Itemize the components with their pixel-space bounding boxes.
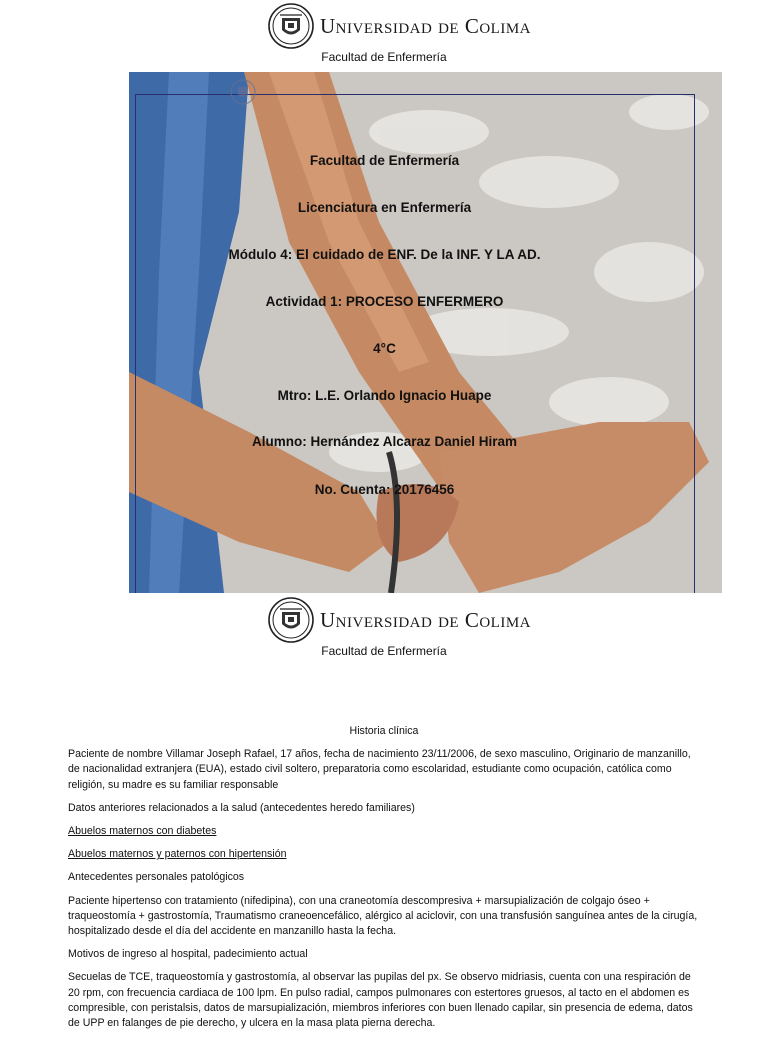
- cover-account-number: No. Cuenta: 20176456: [314, 482, 455, 497]
- cover-module: Módulo 4: El cuidado de ENF. De la INF. Y LA AD.: [228, 247, 541, 262]
- cover-student: Alumno: Hernández Alcaraz Daniel Hiram: [251, 434, 518, 449]
- clinical-history-title: Historia clínica: [349, 725, 419, 737]
- university-name: Universidad de Colima: [320, 13, 531, 38]
- admission-reason-text: Secuelas de TCE, traqueostomía y gastrostomía, al observar las pupilas del px. Se observo midriasis, cuenta con una respiración de 20 rpm, con frecuencia cardiaca de 100 lpm. En pulso radial, campos pulmonares con estertores gruesos, al tacto en el abdomen es compresible, con peristalsis, datos de marsupialización, miembros inferiores con buen llenado capilar, sin presencia de edema, datos de UPP en falanges de pie derecho, y ulcera en la masa plata pierna derecha.: [68, 971, 693, 1030]
- family-history-item-hypertension: Abuelos maternos y paternos con hipertensión: [68, 848, 287, 861]
- patient-identification: Paciente de nombre Villamar Joseph Rafael, 17 años, fecha de nacimiento 23/11/2006, de sexo masculino, Originario de manzanillo, de nacionalidad extranjera (EUA), estado civil soltero, preparatoria como escolaridad, estudiante como ocupación, católica como religión, su madre es su familiar responsable: [68, 748, 691, 791]
- cover-group: 4°C: [373, 341, 396, 356]
- university-logo-page-2: [268, 597, 531, 643]
- cover-program: Licenciatura en Enfermería: [297, 200, 472, 215]
- cover-teacher: Mtro: L.E. Orlando Ignacio Huape: [277, 388, 492, 403]
- personal-history-text: Paciente hipertenso con tratamiento (nifedipina), con una craneotomía descompresiva + marsupialización de colgajo óseo + traqueostomía + gastrostomía, Traumatismo craneoencefálico, alérgico al aciclovir, con una transfusión sanguínea antes de la cirugía, hospitalizado desde el día del accidente en manzanillo hasta la fecha.: [68, 894, 698, 938]
- clinical-history: [68, 724, 700, 1039]
- cover-seal-icon: [229, 78, 257, 106]
- university-logo: [268, 3, 531, 49]
- university-seal-icon: [268, 3, 314, 49]
- faculty-subtitle: Facultad de Enfermería: [321, 644, 447, 658]
- faculty-subtitle: Facultad de Enfermería: [321, 50, 447, 64]
- cover-activity: Actividad 1: PROCESO ENFERMERO: [265, 294, 504, 309]
- university-seal-icon: [268, 597, 314, 643]
- university-header-page-2: [0, 597, 768, 667]
- cover-page: [129, 72, 722, 593]
- personal-history-heading: Antecedentes personales patológicos: [68, 871, 245, 884]
- admission-reason-heading: Motivos de ingreso al hospital, padecimiento actual: [68, 948, 308, 961]
- university-header: [0, 3, 768, 73]
- cover-faculty: Facultad de Enfermería: [309, 153, 460, 168]
- family-history-heading: Datos anteriores relacionados a la salud (antecedentes heredo familiares): [68, 801, 415, 814]
- university-name: Universidad de Colima: [320, 607, 531, 632]
- family-history-item-diabetes: Abuelos maternos con diabetes: [68, 825, 217, 838]
